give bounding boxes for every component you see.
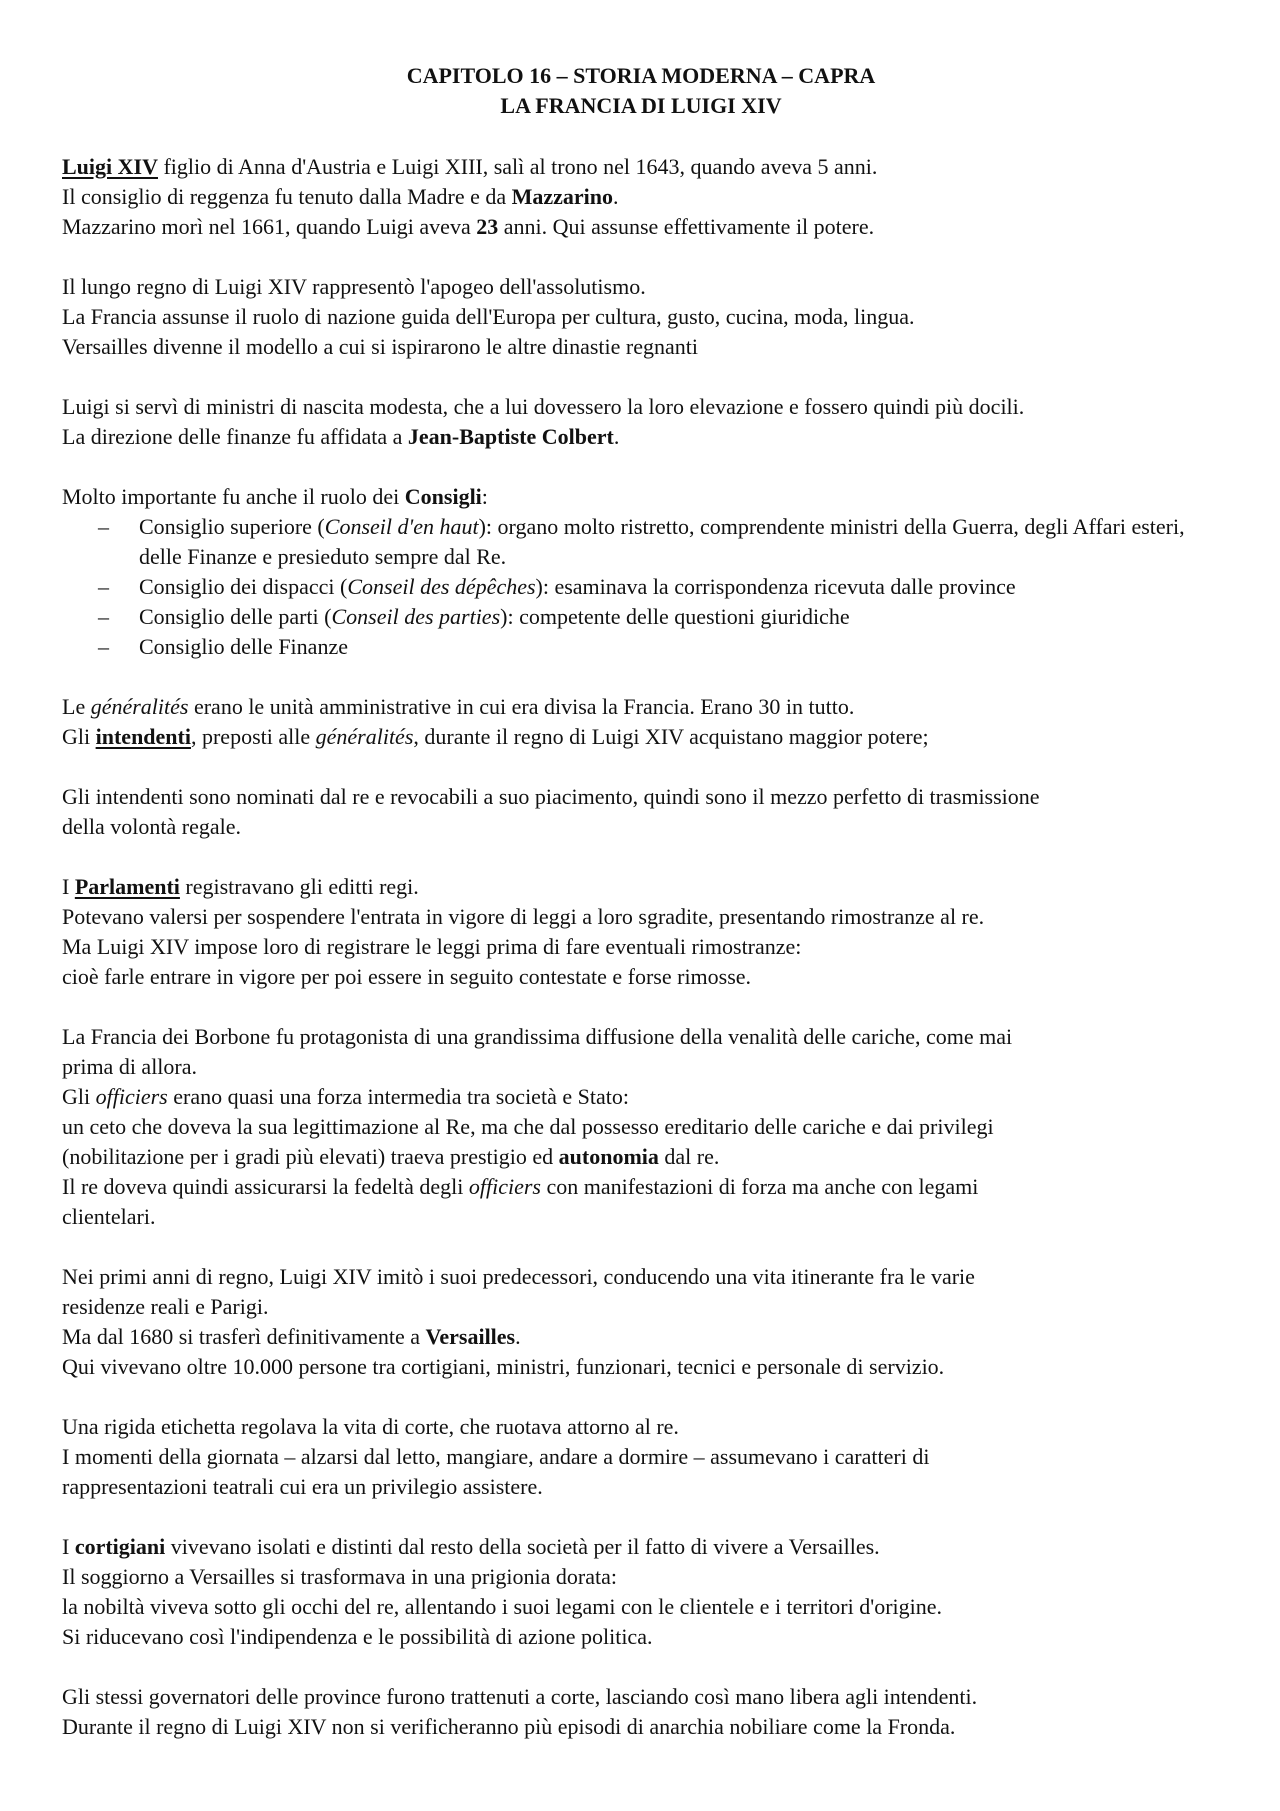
text-line: Molto importante fu anche il ruolo dei Consigli: [62,484,488,509]
text-line: Luigi XIV figlio di Anna d'Austria e Luigi XIII, salì al trono nel 1643, quando aveva 5 anni. [62,154,878,179]
bold-term: cortigiani [74,1534,166,1559]
text-line: Potevano valersi per sospendere l'entrata in vigore di leggi a loro sgradite, presentando rimostranze al re. [62,904,985,929]
text-line: clientelari. [62,1204,156,1229]
paragraph-intendenti [62,782,1220,842]
italic-term: généralités [315,724,414,749]
text-line: La Francia dei Borbone fu protagonista di una grandissima diffusione della venalità delle cariche, come mai [62,1024,1013,1049]
paragraph-parlamenti [62,872,1220,992]
paragraph-etichetta [62,1412,1220,1502]
chapter-title: CAPITOLO 16 – STORIA MODERNA – CAPRA [406,63,876,88]
text-line: (nobilitazione per i gradi più elevati) traeva prestigio ed autonomia dal re. [62,1144,720,1169]
paragraph-governatori [62,1682,1220,1742]
text-line: Gli intendenti sono nominati dal re e revocabili a suo piacimento, quindi sono il mezzo perfetto di trasmissione [62,784,1040,809]
bold-term: Versailles [425,1324,516,1349]
chapter-subtitle: LA FRANCIA DI LUIGI XIV [500,93,782,118]
text-line: Il consiglio di reggenza fu tenuto dalla Madre e da Mazzarino. [62,184,619,209]
dash-bullet: – [98,634,109,659]
paragraph-consigli [62,482,1220,662]
text-line: prima di allora. [62,1054,198,1079]
text-line: della volontà regale. [62,814,241,839]
text-line: rappresentazioni teatrali cui era un privilegio assistere. [62,1474,543,1499]
text-line: Mazzarino morì nel 1661, quando Luigi aveva 23 anni. Qui assunse effettivamente il potere. [62,214,875,239]
bold-term: 23 [476,214,499,239]
paragraph-versailles [62,1262,1220,1382]
text-line: Gli intendenti, preposti alle généralités, durante il regno di Luigi XIV acquistano maggior potere; [62,724,929,749]
text-line: Luigi si servì di ministri di nascita modesta, che a lui dovessero la loro elevazione e fossero quindi più docili. [62,394,1025,419]
paragraph-generalites [62,692,1220,752]
text-line: Versailles divenne il modello a cui si ispirarono le altre dinastie regnanti [62,334,698,359]
text-line: Durante il regno di Luigi XIV non si verificheranno più episodi di anarchia nobiliare come la Fronda. [62,1714,956,1739]
bold-term: Consigli [404,484,482,509]
paragraph-luigi-xiv-intro [62,152,1220,242]
text-line: Ma Luigi XIV impose loro di registrare le leggi prima di fare eventuali rimostranze: [62,934,802,959]
consigli-list [62,512,1220,662]
text-line: Si riducevano così l'indipendenza e le possibilità di azione politica. [62,1624,653,1649]
text-line: un ceto che doveva la sua legittimazione al Re, ma che dal possesso ereditario delle cariche e dai privilegi [62,1114,994,1139]
text-line: I momenti della giornata – alzarsi dal letto, mangiare, andare a dormire – assumevano i caratteri di [62,1444,930,1469]
text-line: La Francia assunse il ruolo di nazione guida dell'Europa per cultura, gusto, cucina, moda, lingua. [62,304,915,329]
paragraph-cortigiani [62,1532,1220,1652]
italic-term: officiers [95,1084,168,1109]
italic-term: Conseil des parties [331,604,501,629]
dash-bullet: – [98,604,109,629]
text-line: Il soggiorno a Versailles si trasformava in una prigionia dorata: [62,1564,617,1589]
list-item: – Consiglio delle parti (Conseil des parties): competente delle questioni giuridiche [62,602,1220,632]
dash-bullet: – [98,574,109,599]
text-line: cioè farle entrare in vigore per poi essere in seguito contestate e forse rimosse. [62,964,752,989]
paragraph-venalita [62,1022,1220,1232]
text-line: residenze reali e Parigi. [62,1294,269,1319]
list-item: – Consiglio superiore (Conseil d'en haut): organo molto ristretto, comprendente ministri della Guerra, degli Affari esteri, delle Finanze e presieduto sempre dal Re. [98,514,1185,569]
bold-underlined-term: intendenti [95,724,191,749]
text-line: I Parlamenti registravano gli editti regi. [62,874,419,899]
italic-term: officiers [468,1174,541,1199]
text-line: La direzione delle finanze fu affidata a Jean-Baptiste Colbert. [62,424,620,449]
document-header [62,61,1220,121]
italic-term: Conseil des dépêches [347,574,536,599]
text-line: Gli officiers erano quasi una forza intermedia tra società e Stato: [62,1084,629,1109]
bold-term: Jean-Baptiste Colbert [407,424,614,449]
text-line: Nei primi anni di regno, Luigi XIV imitò i suoi predecessori, conducendo una vita itinerante fra le varie [62,1264,975,1289]
text-line: Qui vivevano oltre 10.000 persone tra cortigiani, ministri, funzionari, tecnici e personale di servizio. [62,1354,945,1379]
text-line: Una rigida etichetta regolava la vita di corte, che ruotava attorno al re. [62,1414,679,1439]
text-line: Ma dal 1680 si trasferì definitivamente a Versailles. [62,1324,521,1349]
list-item: – Consiglio delle Finanze [62,632,1220,662]
list-item: – Consiglio dei dispacci (Conseil des dépêches): esaminava la corrispondenza ricevuta dalle province [62,572,1220,602]
text-line: Le généralités erano le unità amministrative in cui era divisa la Francia. Erano 30 in tutto. [62,694,855,719]
paragraph-ministri [62,392,1220,452]
dash-bullet: – [98,514,109,539]
text-line: Il lungo regno di Luigi XIV rappresentò l'apogeo dell'assolutismo. [62,274,646,299]
italic-term: Conseil d'en haut [324,514,479,539]
bold-term: Mazzarino [511,184,614,209]
text-line: I cortigiani vivevano isolati e distinti dal resto della società per il fatto di vivere a Versailles. [62,1534,880,1559]
text-line: la nobiltà viveva sotto gli occhi del re, allentando i suoi legami con le clientele e i territori d'origine. [62,1594,943,1619]
paragraph-assolutismo [62,272,1220,362]
bold-term: autonomia [558,1144,659,1169]
text-line: Il re doveva quindi assicurarsi la fedeltà degli officiers con manifestazioni di forza ma anche con legami [62,1174,979,1199]
text-line: Gli stessi governatori delle province furono trattenuti a corte, lasciando così mano libera agli intendenti. [62,1684,978,1709]
italic-term: généralités [90,694,189,719]
bold-underlined-term: Luigi XIV [62,154,158,179]
bold-underlined-term: Parlamenti [74,874,180,899]
